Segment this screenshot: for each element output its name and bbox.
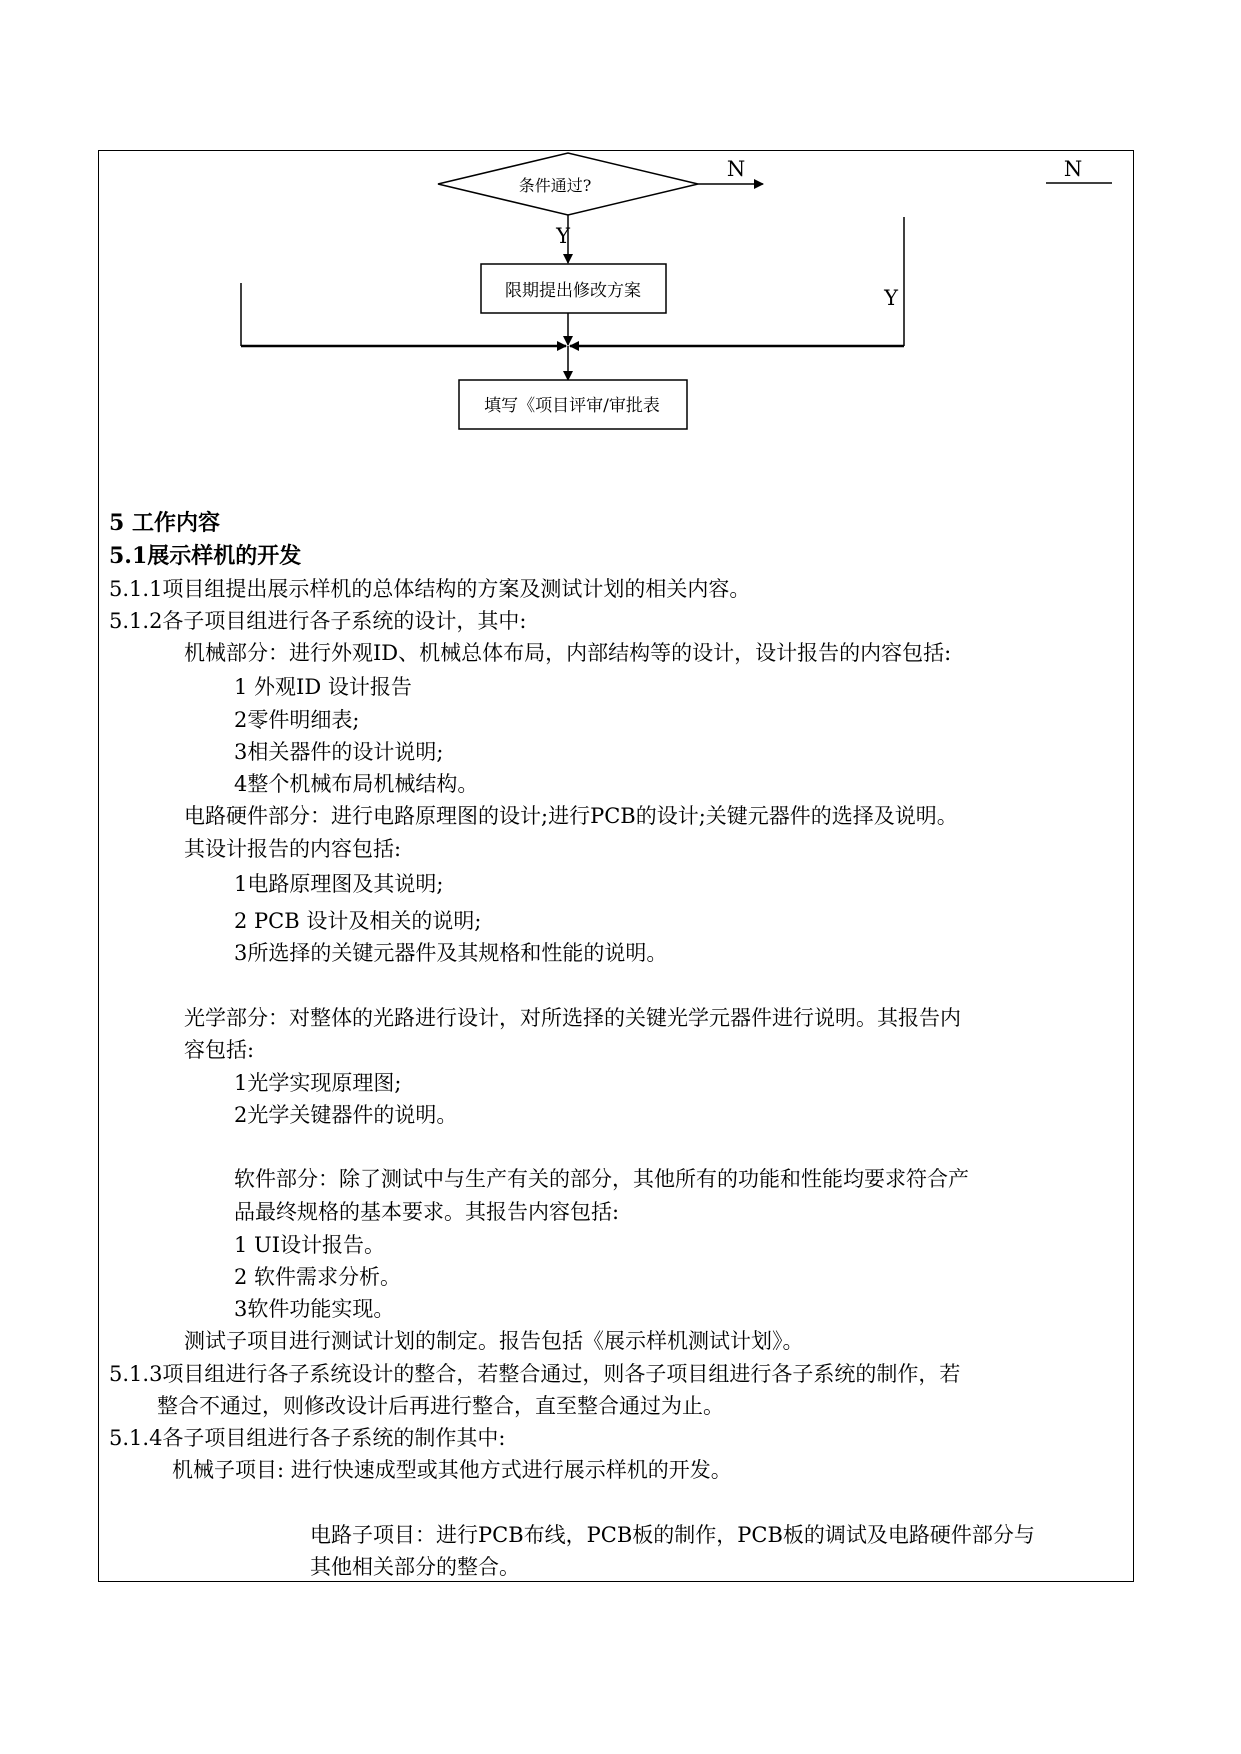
para-5-1-1: 5.1.1项目组提出展示样机的总体结构的方案及测试计划的相关内容。 <box>109 577 751 601</box>
para-5-1-3: 5.1.3项目组进行各子系统设计的整合，若整合通过，则各子项目组进行各子系统的制作，若 <box>109 1362 961 1386</box>
decision-label: 条件通过? <box>518 176 592 195</box>
flowchart <box>0 0 1241 480</box>
section-5-1-heading: 5.1展示样机的开发 <box>109 543 302 569</box>
mech-item-2: 2零件明细表; <box>234 708 360 732</box>
circuit-item-3: 3所选择的关键元器件及其规格和性能的说明。 <box>234 941 668 965</box>
circuit-sub-2: 其他相关部分的整合。 <box>310 1555 520 1579</box>
mech-item-3: 3相关器件的设计说明; <box>234 740 444 764</box>
fill-form-label: 填写《项目评审/审批表 <box>484 396 660 416</box>
optics-item-2: 2光学关键器件的说明。 <box>234 1103 458 1127</box>
software-item-1: 1 UI设计报告。 <box>234 1233 386 1257</box>
para-5-1-3-cont: 整合不通过，则修改设计后再进行整合，直至整合通过为止。 <box>157 1394 724 1418</box>
mech-intro: 机械部分：进行外观ID、机械总体布局，内部结构等的设计，设计报告的内容包括: <box>184 641 952 665</box>
y-label-2: Y <box>884 286 898 310</box>
test-plan: 测试子项目进行测试计划的制定。报告包括《展示样机测试计划》。 <box>184 1329 804 1353</box>
circuit-item-2: 2 PCB 设计及相关的说明; <box>234 909 482 933</box>
optics-intro: 光学部分：对整体的光路进行设计，对所选择的关键光学元器件进行说明。其报告内 <box>184 1006 961 1030</box>
section-5-heading: 5 工作内容 <box>109 510 220 536</box>
software-intro-2: 品最终规格的基本要求。其报告内容包括: <box>234 1200 620 1224</box>
mech-item-1: 1 外观ID 设计报告 <box>234 675 412 699</box>
circuit-sub: 电路子项目：进行PCB布线，PCB板的制作，PCB板的调试及电路硬件部分与 <box>310 1523 1035 1547</box>
software-item-3: 3软件功能实现。 <box>234 1297 395 1321</box>
optics-intro-2: 容包括: <box>184 1038 255 1062</box>
n-label-1: N <box>726 157 746 181</box>
para-5-1-2: 5.1.2各子项目组进行各子系统的设计，其中: <box>109 609 527 633</box>
optics-item-1: 1光学实现原理图; <box>234 1071 402 1095</box>
mech-item-4: 4整个机械布局机械结构。 <box>234 772 479 796</box>
n-label-2: N <box>1063 157 1083 181</box>
circuit-intro-2: 其设计报告的内容包括: <box>184 837 402 861</box>
revise-label: 限期提出修改方案 <box>505 281 641 301</box>
mech-sub: 机械子项目: 进行快速成型或其他方式进行展示样机的开发。 <box>172 1458 732 1482</box>
circuit-item-1: 1电路原理图及其说明; <box>234 872 444 896</box>
y-label-1: Y <box>556 224 570 248</box>
software-intro: 软件部分：除了测试中与生产有关的部分，其他所有的功能和性能均要求符合产 <box>234 1167 969 1191</box>
circuit-intro: 电路硬件部分：进行电路原理图的设计;进行PCB的设计;关键元器件的选择及说明。 <box>184 804 958 828</box>
para-5-1-4: 5.1.4各子项目组进行各子系统的制作其中: <box>109 1426 506 1450</box>
software-item-2: 2 软件需求分析。 <box>234 1265 402 1289</box>
